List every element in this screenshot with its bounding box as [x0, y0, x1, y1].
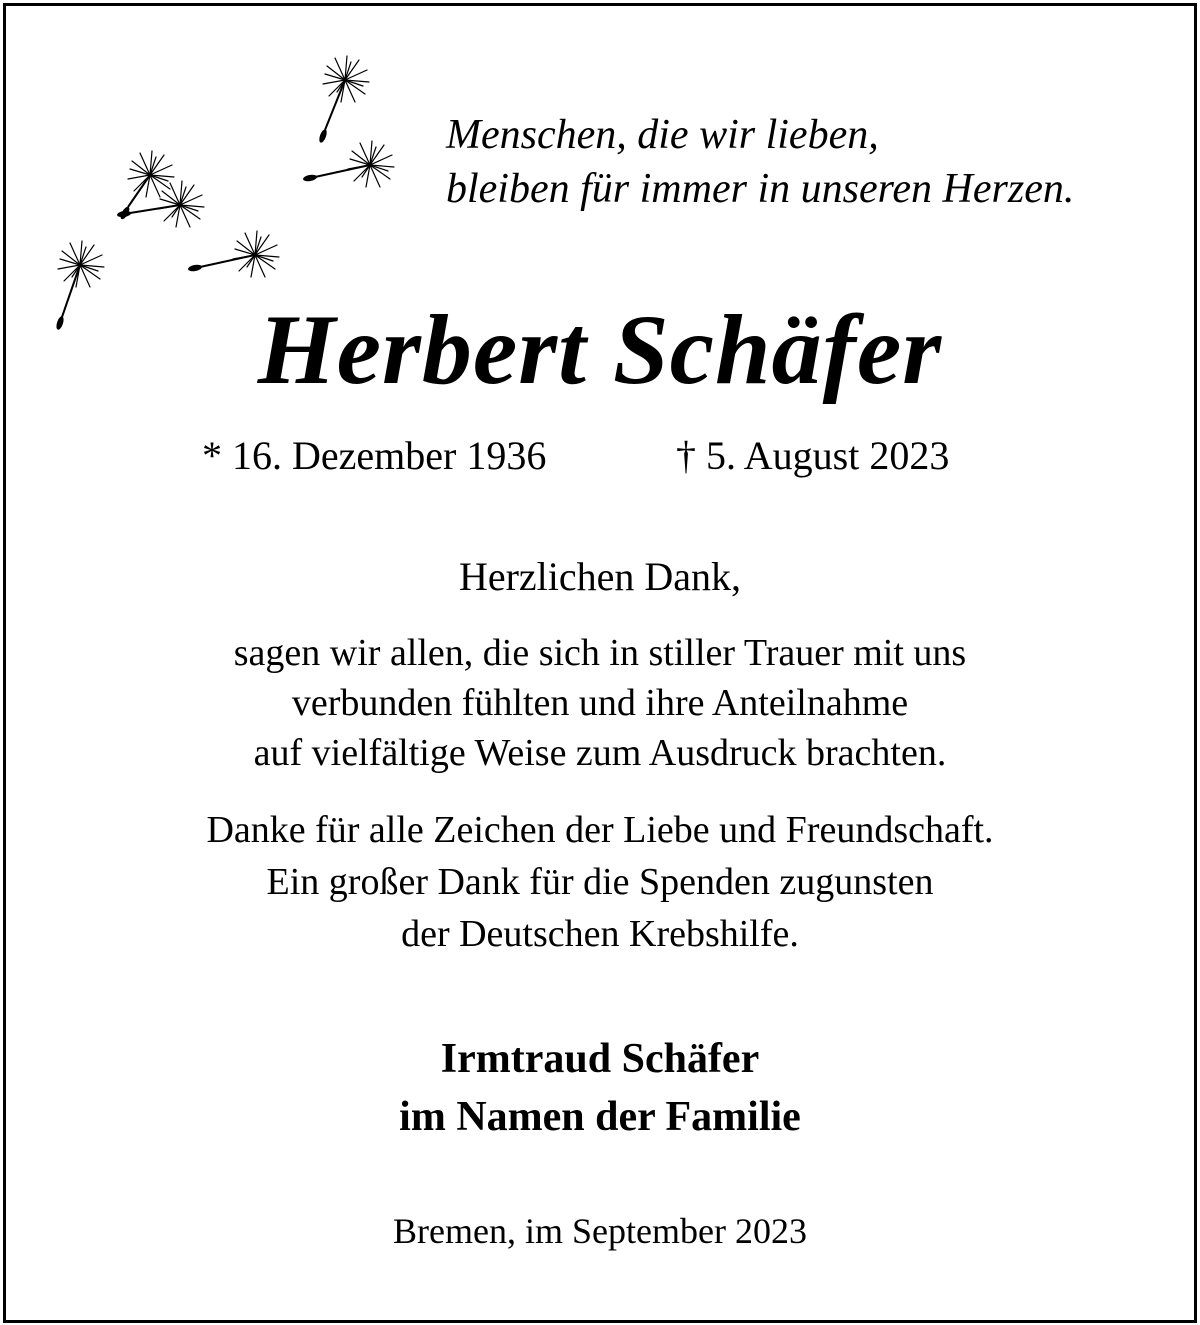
- quote-line-1: Menschen, die wir lieben,: [446, 112, 879, 158]
- thanks-paragraph-2-line: Danke für alle Zeichen der Liebe und Freundschaft.: [206, 809, 994, 851]
- thanks-paragraph-1: [0, 628, 1200, 778]
- quote-line-2: bleiben für immer in unseren Herzen.: [446, 166, 1075, 212]
- birth-date: * 16. Dezember 1936: [202, 433, 547, 478]
- thanks-paragraph-1-line: auf vielfältige Weise zum Ausdruck brachten.: [253, 732, 947, 774]
- signature-family: im Namen der Familie: [399, 1094, 801, 1140]
- place-and-date: Bremen, im September 2023: [393, 1211, 807, 1251]
- thanks-heading: Herzlichen Dank,: [458, 554, 742, 599]
- life-dates: [0, 428, 1200, 484]
- thanks-paragraph-1-line: verbunden fühlten und ihre Anteilnahme: [291, 682, 909, 724]
- thanks-paragraph-1-line: sagen wir allen, die sich in stiller Trauer mit uns: [233, 632, 967, 674]
- memorial-quote: [446, 108, 1074, 216]
- signature-name: Irmtraud Schäfer: [440, 1036, 760, 1082]
- thanks-paragraph-2-line: Ein großer Dank für die Spenden zugunsten: [266, 861, 934, 903]
- thanks-paragraph-2-line: der Deutschen Krebshilfe.: [401, 913, 799, 955]
- signature: [0, 1030, 1200, 1146]
- death-date: † 5. August 2023: [676, 433, 950, 478]
- deceased-name: Herbert Schäfer: [257, 294, 943, 405]
- thanks-paragraph-2: [0, 804, 1200, 960]
